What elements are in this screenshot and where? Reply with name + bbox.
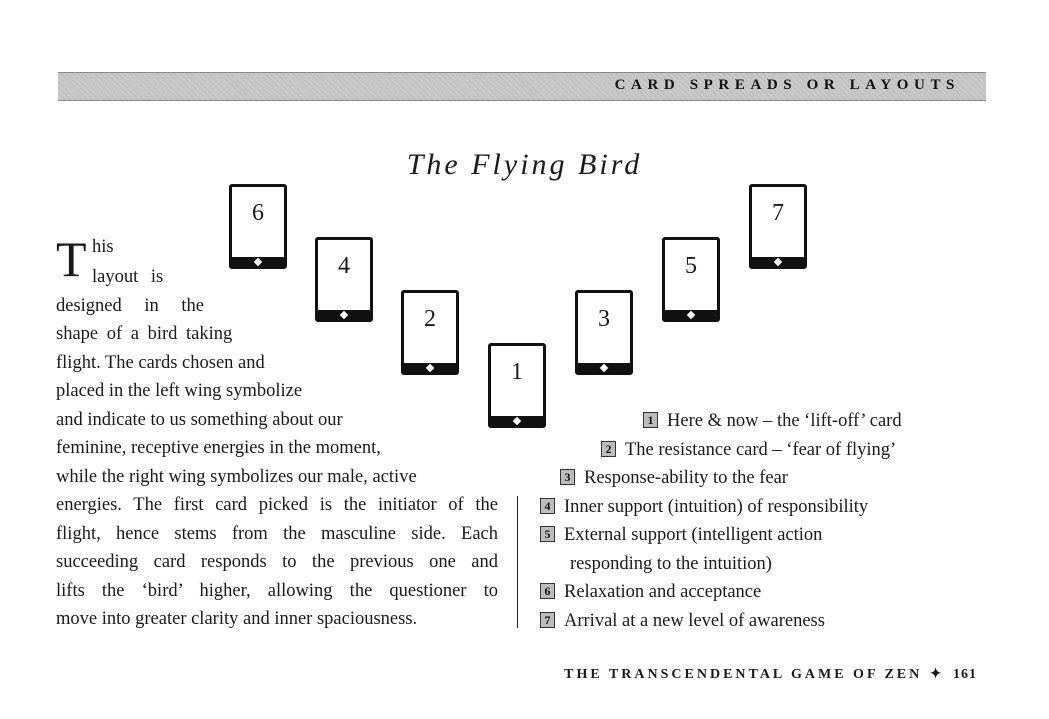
card-number: 3 (598, 306, 610, 332)
card-diamond-icon (340, 311, 348, 319)
card-number: 5 (685, 253, 697, 279)
body-line: layout is (92, 267, 164, 287)
legend-text: The resistance card – ‘fear of flying’ (625, 440, 897, 460)
body-line: placed in the left wing symbolize (56, 381, 303, 401)
legend-item-3 (560, 469, 788, 488)
running-header-title: CARD SPREADS OR LAYOUTS (614, 77, 960, 93)
card-diamond-icon (254, 258, 262, 266)
drop-cap: T (56, 231, 87, 287)
running-header-bar (58, 72, 986, 101)
legend-number: 4 (540, 498, 555, 514)
card-diamond-icon (687, 311, 695, 319)
body-line: his (92, 237, 114, 257)
legend-text: Response-ability to the fear (584, 468, 788, 488)
legend-item-5-continuation: responding to the intuition) (570, 554, 772, 574)
legend-text: External support (intelligent action (564, 525, 823, 545)
legend-number: 1 (643, 412, 658, 428)
card-diamond-icon (600, 364, 608, 372)
legend-number: 3 (560, 469, 575, 485)
legend-text: Arrival at a new level of awareness (564, 611, 825, 631)
legend-item-1 (643, 412, 902, 431)
card-5 (662, 237, 720, 322)
card-number: 1 (511, 359, 523, 385)
card-number: 6 (252, 200, 264, 226)
card-6 (229, 184, 287, 269)
body-line: and indicate to us something about our (56, 410, 343, 430)
legend-number: 2 (601, 441, 616, 457)
legend-item-4 (540, 498, 868, 517)
legend-number: 5 (540, 526, 555, 542)
card-diamond-icon (513, 417, 521, 425)
legend-number: 7 (540, 612, 555, 628)
body-line: flight. The cards chosen and (56, 353, 265, 373)
page-title: The Flying Bird (406, 148, 643, 181)
legend-item-5 (540, 526, 822, 545)
card-number: 4 (338, 253, 350, 279)
body-line: succeeding card responds to the previous one and (56, 552, 498, 572)
card-diamond-icon (774, 258, 782, 266)
running-footer (564, 666, 977, 683)
card-7 (749, 184, 807, 269)
legend-text: Here & now – the ‘lift-off’ card (667, 411, 902, 431)
body-line: move into greater clarity and inner spaciousness. (56, 609, 418, 629)
card-2 (401, 290, 459, 375)
body-line: while the right wing symbolizes our male, active (56, 467, 417, 487)
card-diamond-icon (426, 364, 434, 372)
legend-number: 6 (540, 583, 555, 599)
legend-divider (517, 496, 518, 628)
card-number: 7 (772, 200, 784, 226)
body-line: flight, hence stems from the masculine side. Each (56, 524, 498, 544)
legend-item-7 (540, 612, 825, 631)
card-3 (575, 290, 633, 375)
legend-text: Inner support (intuition) of responsibility (564, 497, 869, 517)
legend-text: Relaxation and acceptance (564, 582, 762, 602)
body-line: energies. The first card picked is the initiator of the (56, 495, 498, 515)
book-title: THE TRANSCENDENTAL GAME OF ZEN (564, 667, 923, 682)
legend-item-6 (540, 583, 761, 602)
star-separator-icon: ✦ (929, 667, 942, 682)
body-line: feminine, receptive energies in the moment, (56, 438, 381, 458)
body-line: shape of a bird taking (56, 324, 233, 344)
body-line: designed in the (56, 296, 205, 316)
card-4 (315, 237, 373, 322)
legend-item-2 (601, 441, 896, 460)
body-line: lifts the ‘bird’ higher, allowing the questioner to (56, 581, 498, 601)
card-1 (488, 343, 546, 428)
card-number: 2 (424, 306, 436, 332)
page-number: 161 (953, 667, 977, 682)
